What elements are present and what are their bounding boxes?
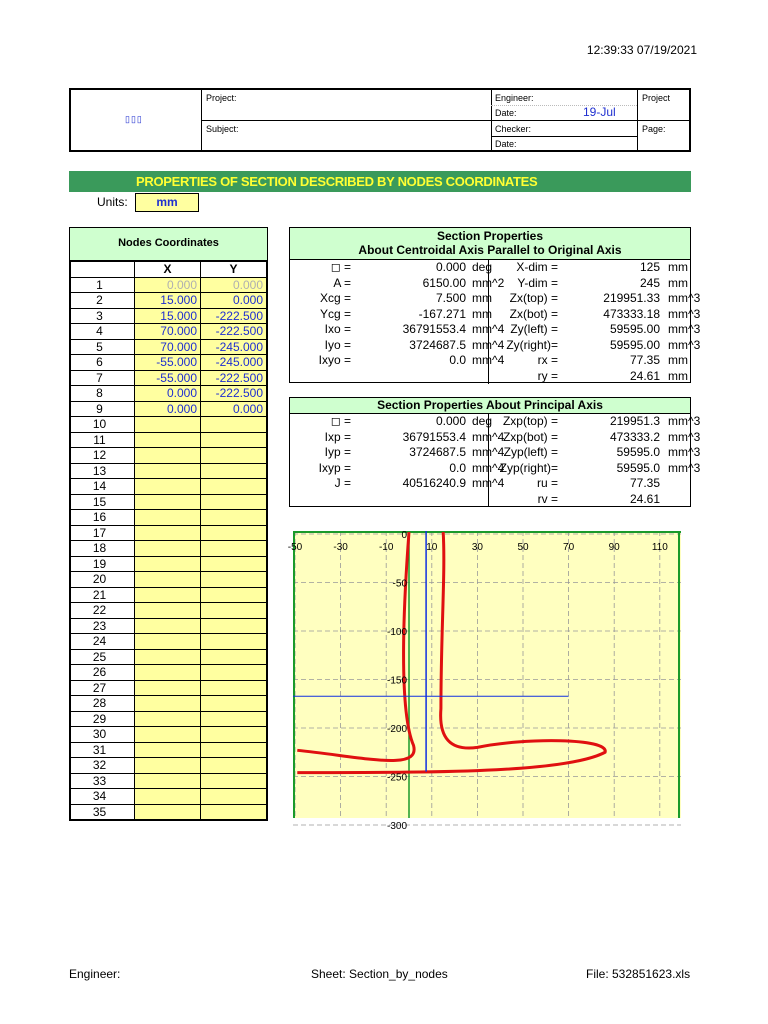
date-value: 19-Jul [583, 105, 616, 119]
property-row [290, 322, 701, 338]
property-row [290, 276, 690, 292]
property-value: 77.35 [629, 353, 660, 367]
table-row [71, 324, 267, 340]
node-y-cell[interactable] [201, 603, 267, 619]
x-tick-label: 50 [517, 542, 529, 553]
project-number-label: Project [642, 93, 671, 103]
node-x-cell[interactable] [135, 742, 201, 758]
node-y-cell[interactable] [201, 479, 267, 495]
table-row [71, 773, 267, 789]
nodes-table [69, 227, 268, 821]
node-index: 16 [71, 510, 135, 526]
node-y-cell[interactable]: -245.000 [201, 339, 267, 355]
property-unit: mm^4 [472, 353, 505, 367]
node-x-cell[interactable] [135, 587, 201, 603]
node-y-cell[interactable] [201, 696, 267, 712]
centroidal-properties-box [289, 227, 701, 383]
property-value: 219951.3 [609, 414, 660, 428]
node-index: 17 [71, 525, 135, 541]
y-tick-label: -50 [392, 578, 407, 590]
node-index: 15 [71, 494, 135, 510]
node-x-cell[interactable] [135, 494, 201, 510]
property-value: 3724687.5 [409, 337, 466, 352]
node-x-cell[interactable] [135, 649, 201, 665]
node-x-cell[interactable] [135, 665, 201, 681]
date-label: Date: [495, 108, 517, 118]
property-row [290, 369, 690, 385]
property-row [290, 429, 701, 446]
node-x-cell[interactable]: 70.000 [135, 339, 201, 355]
property-row [290, 337, 701, 354]
node-y-cell[interactable] [201, 789, 267, 805]
property-row [290, 306, 701, 323]
table-row [71, 804, 267, 820]
property-label: ◻ = [330, 260, 351, 274]
node-x-cell[interactable] [135, 510, 201, 526]
principal-properties-box [289, 397, 701, 507]
property-value: 40516240.9 [402, 476, 466, 490]
footer-engineer: Engineer: [69, 967, 121, 981]
node-index: 24 [71, 634, 135, 650]
node-y-cell[interactable] [201, 463, 267, 479]
property-unit: mm^3 [668, 291, 701, 305]
property-label: X-dim = [516, 260, 558, 274]
banner-title: PROPERTIES OF SECTION DESCRIBED BY NODES COORDINATES [136, 174, 538, 189]
property-value: 77.35 [629, 476, 660, 490]
property-value: 59595.0 [616, 445, 660, 459]
property-label: Zyp(right)= [499, 460, 558, 475]
x-tick-label: 30 [471, 542, 483, 553]
property-value: 24.61 [629, 491, 660, 506]
table-row [71, 556, 267, 572]
node-y-cell[interactable] [201, 510, 267, 526]
node-x-cell[interactable] [135, 696, 201, 712]
node-y-cell[interactable] [201, 680, 267, 696]
node-y-cell[interactable] [201, 649, 267, 665]
node-y-cell[interactable]: -222.500 [201, 324, 267, 340]
property-unit: mm [668, 368, 688, 383]
property-unit: mm^4 [472, 337, 505, 352]
node-x-cell[interactable]: -55.000 [135, 355, 201, 371]
property-unit: mm [668, 260, 688, 274]
property-unit: mm [472, 291, 492, 305]
node-x-cell[interactable] [135, 773, 201, 789]
node-index: 28 [71, 696, 135, 712]
page-label: Page: [642, 124, 666, 134]
node-index: 5 [71, 339, 135, 355]
node-index: 10 [71, 417, 135, 433]
node-index: 31 [71, 742, 135, 758]
node-x-cell[interactable] [135, 556, 201, 572]
node-y-cell[interactable] [201, 727, 267, 743]
section-plot [287, 530, 681, 832]
node-x-cell[interactable] [135, 541, 201, 557]
node-y-cell[interactable] [201, 541, 267, 557]
node-y-cell[interactable] [201, 432, 267, 448]
property-unit: mm [668, 275, 688, 290]
y-tick-label: -250 [386, 772, 407, 784]
node-y-cell[interactable]: 0.000 [201, 293, 267, 309]
node-x-cell[interactable]: -55.000 [135, 370, 201, 386]
node-index: 11 [71, 432, 135, 448]
checker-label: Checker: [495, 124, 532, 134]
y-tick-label: -200 [386, 724, 407, 735]
node-index: 26 [71, 665, 135, 681]
table-row [71, 665, 267, 681]
table-row [71, 463, 267, 479]
node-y-cell[interactable] [201, 572, 267, 588]
index-header [71, 262, 135, 278]
property-label: Zyp(left) = [503, 445, 558, 459]
centroidal-subtitle: About Centroidal Axis Parallel to Original Axis [358, 243, 622, 257]
node-index: 20 [71, 572, 135, 588]
x-tick-label: -30 [333, 542, 348, 553]
property-unit: deg [472, 260, 493, 274]
divider [491, 136, 637, 137]
centroidal-title: Section Properties [436, 229, 544, 243]
property-row [290, 291, 701, 307]
property-unit: mm^3 [668, 306, 701, 321]
node-index: 12 [71, 448, 135, 464]
x-tick-label: -50 [287, 542, 303, 553]
property-unit: mm^4 [472, 322, 505, 336]
section-plot-svg [287, 530, 681, 832]
node-index: 7 [71, 370, 135, 386]
property-value: 36791553.4 [402, 429, 466, 444]
property-value: 59595.0 [616, 460, 660, 475]
property-label: Xcg = [319, 291, 351, 305]
property-row [290, 492, 690, 508]
property-value: 7.500 [435, 291, 466, 305]
y-tick-label: -100 [386, 627, 407, 638]
property-unit: mm [668, 353, 688, 367]
table-row [71, 618, 267, 634]
node-y-cell[interactable] [201, 494, 267, 510]
node-x-cell[interactable]: 0.000 [135, 386, 201, 402]
node-y-cell[interactable]: -222.500 [201, 308, 267, 324]
table-row [71, 727, 267, 743]
timestamp: 12:39:33 07/19/2021 [586, 43, 697, 57]
property-label: Zx(top) = [509, 291, 558, 305]
x-tick-label: 90 [608, 542, 620, 553]
table-row [71, 587, 267, 603]
table-row [71, 696, 267, 712]
node-index: 27 [71, 680, 135, 696]
node-index: 34 [71, 789, 135, 805]
column-header-y: Y [201, 262, 267, 278]
x-tick-label: 110 [651, 542, 668, 553]
node-index: 22 [71, 603, 135, 619]
node-x-cell[interactable]: 15.000 [135, 293, 201, 309]
property-label: Zxp(bot) = [502, 429, 558, 444]
table-row [71, 541, 267, 557]
property-value: 245 [639, 275, 660, 290]
node-y-cell[interactable]: 0.000 [201, 277, 267, 293]
node-y-cell[interactable] [201, 634, 267, 650]
checker-date-label: Date: [495, 139, 517, 149]
property-label: Iyo = [324, 337, 351, 352]
property-label: Zy(right)= [506, 337, 558, 352]
y-tick-label: 0 [401, 530, 407, 541]
node-y-cell[interactable] [201, 758, 267, 774]
node-x-cell[interactable]: 0.000 [135, 401, 201, 417]
node-y-cell[interactable]: -245.000 [201, 355, 267, 371]
company-logo: ▯▯▯ [125, 114, 143, 124]
node-y-cell[interactable]: -222.500 [201, 370, 267, 386]
table-row [71, 494, 267, 510]
property-unit: mm [472, 306, 492, 321]
table-row [71, 525, 267, 541]
node-y-cell[interactable]: 0.000 [201, 401, 267, 417]
nodes-table-title: Nodes Coordinates [70, 228, 267, 261]
node-y-cell[interactable] [201, 556, 267, 572]
node-index: 19 [71, 556, 135, 572]
table-row [71, 293, 267, 309]
footer-file: File: 532851623.xls [586, 967, 691, 981]
subject-label: Subject: [206, 124, 239, 134]
node-y-cell[interactable] [201, 742, 267, 758]
node-x-cell[interactable] [135, 479, 201, 495]
node-x-cell[interactable] [135, 804, 201, 820]
engineer-label: Engineer: [495, 93, 534, 103]
node-x-cell[interactable] [135, 572, 201, 588]
property-unit: mm^3 [668, 414, 701, 428]
property-unit: mm^3 [668, 337, 701, 352]
property-value: 6150.00 [422, 275, 466, 290]
node-y-cell[interactable] [201, 417, 267, 433]
node-index: 33 [71, 773, 135, 789]
table-row [71, 479, 267, 495]
table-row [71, 448, 267, 464]
property-unit: mm^4 [472, 460, 505, 475]
node-index: 4 [71, 324, 135, 340]
table-row [71, 758, 267, 774]
property-label: rx = [537, 353, 558, 367]
node-index: 29 [71, 711, 135, 727]
property-unit: mm^4 [472, 476, 505, 490]
property-label: rv = [537, 491, 558, 506]
table-row [71, 603, 267, 619]
property-unit: deg [472, 414, 493, 428]
node-index: 1 [71, 277, 135, 293]
x-tick-label: 70 [563, 542, 575, 553]
property-label: ru = [536, 476, 558, 490]
node-index: 2 [71, 293, 135, 309]
table-row [71, 355, 267, 371]
node-index: 21 [71, 587, 135, 603]
footer-sheet: Sheet: Section_by_nodes [311, 967, 448, 981]
project-label: Project: [206, 93, 237, 103]
node-y-cell[interactable] [201, 665, 267, 681]
node-x-cell[interactable] [135, 758, 201, 774]
property-value: -167.271 [418, 306, 466, 321]
property-unit: mm^3 [668, 429, 701, 444]
property-label: Ixo = [324, 322, 351, 336]
node-x-cell[interactable]: 15.000 [135, 308, 201, 324]
column-header-x: X [135, 262, 201, 278]
property-label: Iyp = [324, 445, 351, 459]
node-y-cell[interactable] [201, 525, 267, 541]
principal-title: Section Properties About Principal Axis [290, 398, 690, 414]
property-label: Zx(bot) = [509, 306, 558, 321]
node-x-cell[interactable] [135, 789, 201, 805]
section-banner [69, 171, 691, 192]
property-row [290, 353, 690, 369]
property-label: J = [334, 476, 351, 490]
property-unit: mm^4 [472, 445, 505, 459]
property-label: Ycg = [319, 306, 351, 321]
node-x-cell[interactable] [135, 711, 201, 727]
divider [201, 120, 689, 121]
property-value: 473333.18 [603, 306, 660, 321]
table-row [71, 680, 267, 696]
node-index: 8 [71, 386, 135, 402]
property-row [290, 260, 690, 276]
property-value: 3724687.5 [409, 445, 466, 459]
table-row [71, 417, 267, 433]
node-index: 14 [71, 479, 135, 495]
x-tick-label: 10 [426, 542, 438, 553]
node-x-cell[interactable]: 0.000 [135, 277, 201, 293]
node-index: 3 [71, 308, 135, 324]
property-value: 59595.00 [609, 337, 660, 352]
property-row [290, 414, 701, 430]
node-x-cell[interactable] [135, 463, 201, 479]
node-y-cell[interactable] [201, 618, 267, 634]
property-label: Y-dim = [517, 275, 558, 290]
table-row [71, 572, 267, 588]
node-x-cell[interactable] [135, 634, 201, 650]
table-row [71, 370, 267, 386]
property-label: Ixp = [324, 429, 351, 444]
table-row [71, 277, 267, 293]
node-index: 35 [71, 804, 135, 820]
node-x-cell[interactable] [135, 727, 201, 743]
table-row [71, 649, 267, 665]
units-input[interactable]: mm [135, 193, 199, 212]
property-value: 0.0 [449, 460, 466, 475]
node-index: 18 [71, 541, 135, 557]
property-row [290, 460, 701, 477]
node-index: 9 [71, 401, 135, 417]
node-y-cell[interactable] [201, 448, 267, 464]
table-row [71, 711, 267, 727]
property-unit: mm^3 [668, 445, 701, 459]
property-value: 0.000 [435, 260, 466, 274]
table-row [71, 789, 267, 805]
property-label: Zy(left) = [510, 322, 558, 336]
table-row [71, 432, 267, 448]
node-index: 6 [71, 355, 135, 371]
node-index: 30 [71, 727, 135, 743]
table-row [71, 308, 267, 324]
property-label: ry = [537, 368, 558, 383]
property-label: ◻ = [330, 414, 351, 428]
node-y-cell[interactable] [201, 587, 267, 603]
title-block [69, 88, 691, 152]
table-row [71, 386, 267, 402]
node-x-cell[interactable]: 70.000 [135, 324, 201, 340]
node-y-cell[interactable]: -222.500 [201, 386, 267, 402]
y-tick-label: -300 [386, 821, 407, 832]
property-unit: mm^4 [472, 429, 505, 444]
node-x-cell[interactable] [135, 525, 201, 541]
property-row [290, 445, 701, 461]
node-x-cell[interactable] [135, 448, 201, 464]
units-label: Units: [97, 195, 128, 209]
property-label: Ixyo = [318, 353, 351, 367]
property-value: 24.61 [629, 368, 660, 383]
property-value: 0.0 [449, 353, 466, 367]
property-value: 219951.33 [603, 291, 660, 305]
property-label: Zxp(top) = [502, 414, 558, 428]
property-row [290, 476, 690, 492]
table-row [71, 742, 267, 758]
node-x-cell[interactable] [135, 680, 201, 696]
property-value: 59595.00 [609, 322, 660, 336]
node-y-cell[interactable] [201, 711, 267, 727]
node-index: 32 [71, 758, 135, 774]
table-row [71, 339, 267, 355]
property-label: Ixyp = [318, 460, 351, 475]
property-label: A = [333, 275, 351, 290]
section-outline [297, 532, 605, 773]
node-x-cell[interactable] [135, 417, 201, 433]
property-value: 125 [639, 260, 660, 274]
y-tick-label: -150 [386, 675, 407, 687]
table-row [71, 401, 267, 417]
node-x-cell[interactable] [135, 603, 201, 619]
property-value: 36791553.4 [402, 322, 466, 336]
property-unit: mm^2 [472, 275, 505, 290]
x-tick-label: -10 [378, 542, 394, 553]
node-index: 23 [71, 618, 135, 634]
node-x-cell[interactable] [135, 618, 201, 634]
node-x-cell[interactable] [135, 432, 201, 448]
table-row [71, 634, 267, 650]
node-index: 25 [71, 649, 135, 665]
table-row [71, 510, 267, 526]
property-value: 0.000 [435, 414, 466, 428]
node-y-cell[interactable] [201, 804, 267, 820]
property-unit: mm^3 [668, 460, 701, 475]
node-y-cell[interactable] [201, 773, 267, 789]
property-unit: mm^3 [668, 322, 701, 336]
node-index: 13 [71, 463, 135, 479]
property-value: 473333.2 [609, 429, 660, 444]
